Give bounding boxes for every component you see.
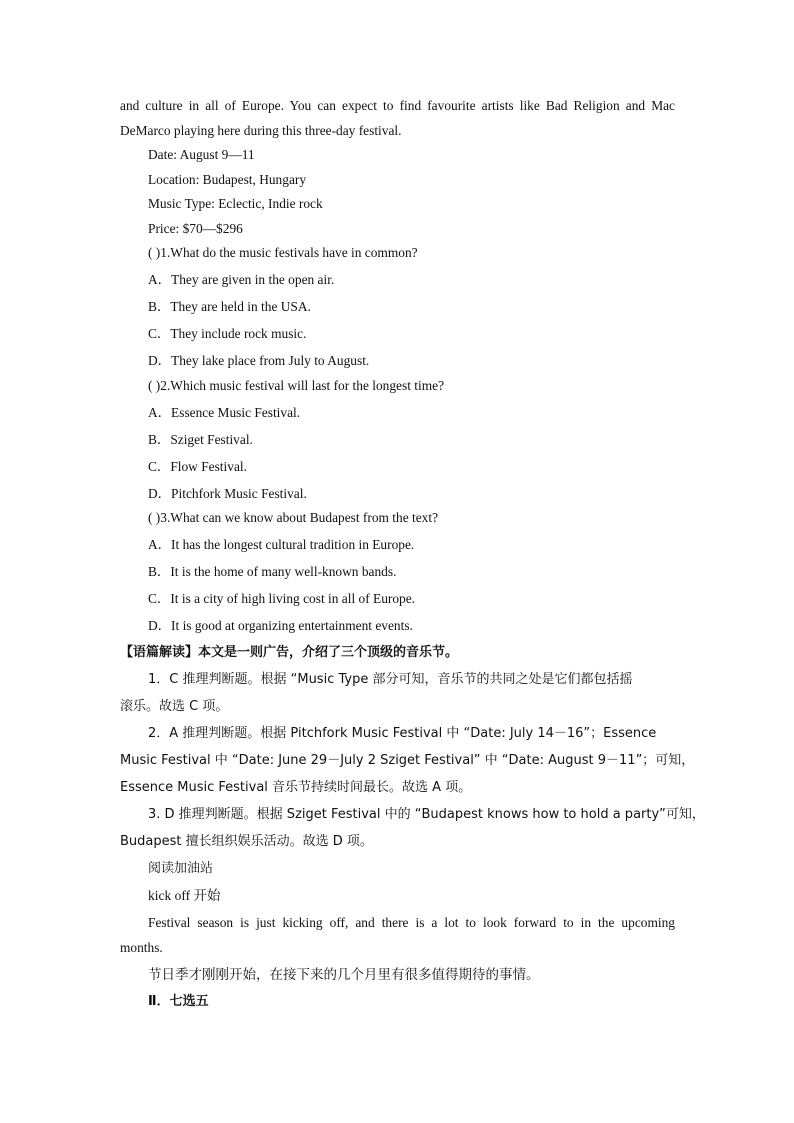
answer-1: 1．C 推理判断题。根据 “Music Type 部分可知，音乐节的共同之处是它们都包括摇 [148, 672, 633, 687]
option: C．It is a city of high living cost in all of Europe. [148, 591, 416, 606]
phrase: kick off 开始 [148, 888, 221, 903]
option: B．They are held in the USA. [148, 299, 311, 314]
page-content [120, 94, 705, 1014]
section-heading: Ⅱ．七选五 [148, 993, 209, 1009]
option: C．Flow Festival. [148, 458, 247, 474]
question-stem: ( )2.Which music festival will last for the longest time? [148, 377, 445, 393]
festival-date: Date: August 9—11 [148, 147, 255, 162]
question-2 [120, 374, 675, 507]
option: D．Pitchfork Music Festival. [148, 485, 307, 501]
answer-1-cont: 滚乐。故选 C 项。 [120, 699, 229, 714]
option: D．It is good at organizing entertainment events. [148, 618, 413, 633]
festival-price: Price: $70—$296 [148, 220, 243, 236]
answer-2-cont: Music Festival 中 “Date: June 29－July 2 Sziget Festival” 中 “Date: August 9－11”；可知， [120, 753, 695, 768]
analysis-section [120, 641, 705, 855]
option: A．It has the longest cultural tradition in Europe. [148, 537, 415, 552]
question-1 [120, 241, 675, 374]
analysis-heading: 【语篇解读】本文是一则广告，介绍了三个顶级的音乐节。 [120, 645, 459, 660]
answer-3: 3. D 推理判断题。根据 Sziget Festival 中的 “Budapest knows how to hold a party”可知， [148, 807, 705, 822]
passage-line: DeMarco playing here during this three-day festival. [120, 122, 402, 138]
example-sentence-cont: months. [120, 939, 163, 955]
option: D．They lake place from July to August. [148, 353, 370, 368]
reading-station-title: 阅读加油站 [148, 861, 214, 876]
answer-3-cont: Budapest 擅长组织娱乐活动。故选 D 项。 [120, 834, 373, 849]
question-stem: ( )1.What do the music festivals have in common? [148, 245, 418, 260]
festival-music-type: Music Type: Eclectic, Indie rock [148, 196, 323, 211]
reading-station [120, 857, 675, 1014]
option: B．Sziget Festival. [148, 431, 253, 447]
passage-line: and culture in all of Europe. You can expect to find favourite artists like Bad Religion and Mac [120, 98, 675, 113]
option: A．They are given in the open air. [148, 272, 335, 287]
option: A．Essence Music Festival. [148, 404, 301, 420]
option: B．It is the home of many well-known bands. [148, 564, 397, 579]
festival-location: Location: Budapest, Hungary [148, 171, 307, 187]
example-sentence: Festival season is just kicking off, and there is a lot to look forward to in the upcoming [148, 915, 675, 930]
translation: 节日季才刚刚开始，在接下来的几个月里有很多值得期待的事情。 [148, 966, 540, 982]
option: C．They include rock music. [148, 326, 307, 341]
answer-2: 2．A 推理判断题。根据 Pitchfork Music Festival 中 “Date: July 14－16”；Essence [148, 726, 657, 741]
answer-2-cont: Essence Music Festival 音乐节持续时间最长。故选 A 项。 [120, 780, 472, 795]
question-3 [120, 506, 675, 639]
question-stem: ( )3.What can we know about Budapest from the text? [148, 510, 439, 525]
